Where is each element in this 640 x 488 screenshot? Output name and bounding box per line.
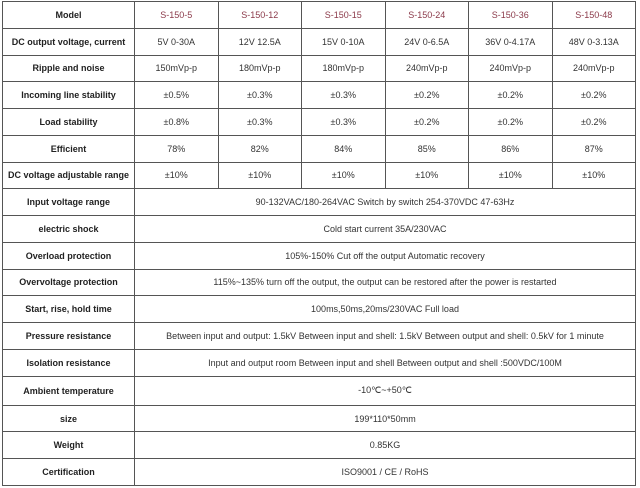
value-cell: 84% — [302, 135, 386, 162]
value-cell: 12V 12.5A — [218, 28, 302, 55]
value-cell: 240mVp-p — [552, 55, 636, 82]
table-row — [3, 28, 636, 55]
model-cell: S-150-15 — [302, 2, 386, 29]
value-cell: 180mVp-p — [302, 55, 386, 82]
value-cell: 86% — [469, 135, 553, 162]
table-row — [3, 376, 636, 405]
value-cell: 150mVp-p — [135, 55, 219, 82]
value-cell: Between input and output: 1.5kV Between input and shell: 1.5kV Between output and shell: 0.5kV for 1 minute — [135, 323, 636, 350]
row-label: DC output voltage, current — [3, 28, 135, 55]
value-cell: -10℃~+50℃ — [135, 376, 636, 405]
value-cell: 199*110*50mm — [135, 405, 636, 432]
value-cell: 48V 0-3.13A — [552, 28, 636, 55]
value-cell: ±10% — [302, 162, 386, 189]
row-label: DC voltage adjustable range — [3, 162, 135, 189]
value-cell: ISO9001 / CE / RoHS — [135, 459, 636, 486]
row-label: Overvoltage protection — [3, 269, 135, 296]
row-label: Isolation resistance — [3, 349, 135, 376]
row-label: Efficient — [3, 135, 135, 162]
row-label: size — [3, 405, 135, 432]
value-cell: 90-132VAC/180-264VAC Switch by switch 254-370VDC 47-63Hz — [135, 189, 636, 216]
row-label: Overload protection — [3, 242, 135, 269]
value-cell: ±10% — [552, 162, 636, 189]
value-cell: 5V 0-30A — [135, 28, 219, 55]
value-cell: ±0.8% — [135, 109, 219, 136]
value-cell: 87% — [552, 135, 636, 162]
row-label: Input voltage range — [3, 189, 135, 216]
value-cell: ±0.2% — [385, 82, 469, 109]
table-row — [3, 405, 636, 432]
row-label: electric shock — [3, 216, 135, 243]
row-label: Incoming line stability — [3, 82, 135, 109]
table-row — [3, 162, 636, 189]
row-label: Certification — [3, 459, 135, 486]
table-row — [3, 459, 636, 486]
table-row — [3, 216, 636, 243]
row-label: Pressure resistance — [3, 323, 135, 350]
value-cell: Input and output room Between input and shell Between output and shell :500VDC/100M — [135, 349, 636, 376]
value-cell: ±0.2% — [552, 82, 636, 109]
model-cell: S-150-12 — [218, 2, 302, 29]
value-cell: ±0.3% — [218, 82, 302, 109]
value-cell: 78% — [135, 135, 219, 162]
value-cell: 105%-150% Cut off the output Automatic recovery — [135, 242, 636, 269]
table-row — [3, 323, 636, 350]
model-cell: S-150-36 — [469, 2, 553, 29]
row-label: Weight — [3, 432, 135, 459]
table-row — [3, 296, 636, 323]
table-row — [3, 269, 636, 296]
value-cell: 24V 0-6.5A — [385, 28, 469, 55]
model-cell: S-150-24 — [385, 2, 469, 29]
value-cell: ±0.2% — [385, 109, 469, 136]
value-cell: 82% — [218, 135, 302, 162]
row-label: Ripple and noise — [3, 55, 135, 82]
row-label: Model — [3, 2, 135, 29]
value-cell: ±10% — [469, 162, 553, 189]
value-cell: 36V 0-4.17A — [469, 28, 553, 55]
value-cell: 100ms,50ms,20ms/230VAC Full load — [135, 296, 636, 323]
value-cell: ±0.2% — [469, 109, 553, 136]
table-row — [3, 109, 636, 136]
value-cell: ±0.3% — [302, 109, 386, 136]
value-cell: ±0.5% — [135, 82, 219, 109]
table-row — [3, 55, 636, 82]
value-cell: ±10% — [135, 162, 219, 189]
value-cell: ±10% — [385, 162, 469, 189]
value-cell: ±0.3% — [302, 82, 386, 109]
model-cell: S-150-48 — [552, 2, 636, 29]
value-cell: 15V 0-10A — [302, 28, 386, 55]
table-row — [3, 349, 636, 376]
value-cell: 240mVp-p — [469, 55, 553, 82]
spec-table — [2, 1, 636, 486]
row-label: Ambient temperature — [3, 376, 135, 405]
table-row — [3, 242, 636, 269]
value-cell: 240mVp-p — [385, 55, 469, 82]
row-label: Load stability — [3, 109, 135, 136]
value-cell: ±0.3% — [218, 109, 302, 136]
table-row-model — [3, 2, 636, 29]
value-cell: 85% — [385, 135, 469, 162]
value-cell: 0.85KG — [135, 432, 636, 459]
value-cell: ±0.2% — [469, 82, 553, 109]
value-cell: 115%~135% turn off the output, the output can be restored after the power is restarted — [135, 269, 636, 296]
value-cell: Cold start current 35A/230VAC — [135, 216, 636, 243]
value-cell: ±10% — [218, 162, 302, 189]
table-row — [3, 135, 636, 162]
row-label: Start, rise, hold time — [3, 296, 135, 323]
table-row — [3, 82, 636, 109]
model-cell: S-150-5 — [135, 2, 219, 29]
table-row — [3, 432, 636, 459]
table-row — [3, 189, 636, 216]
value-cell: 180mVp-p — [218, 55, 302, 82]
value-cell: ±0.2% — [552, 109, 636, 136]
